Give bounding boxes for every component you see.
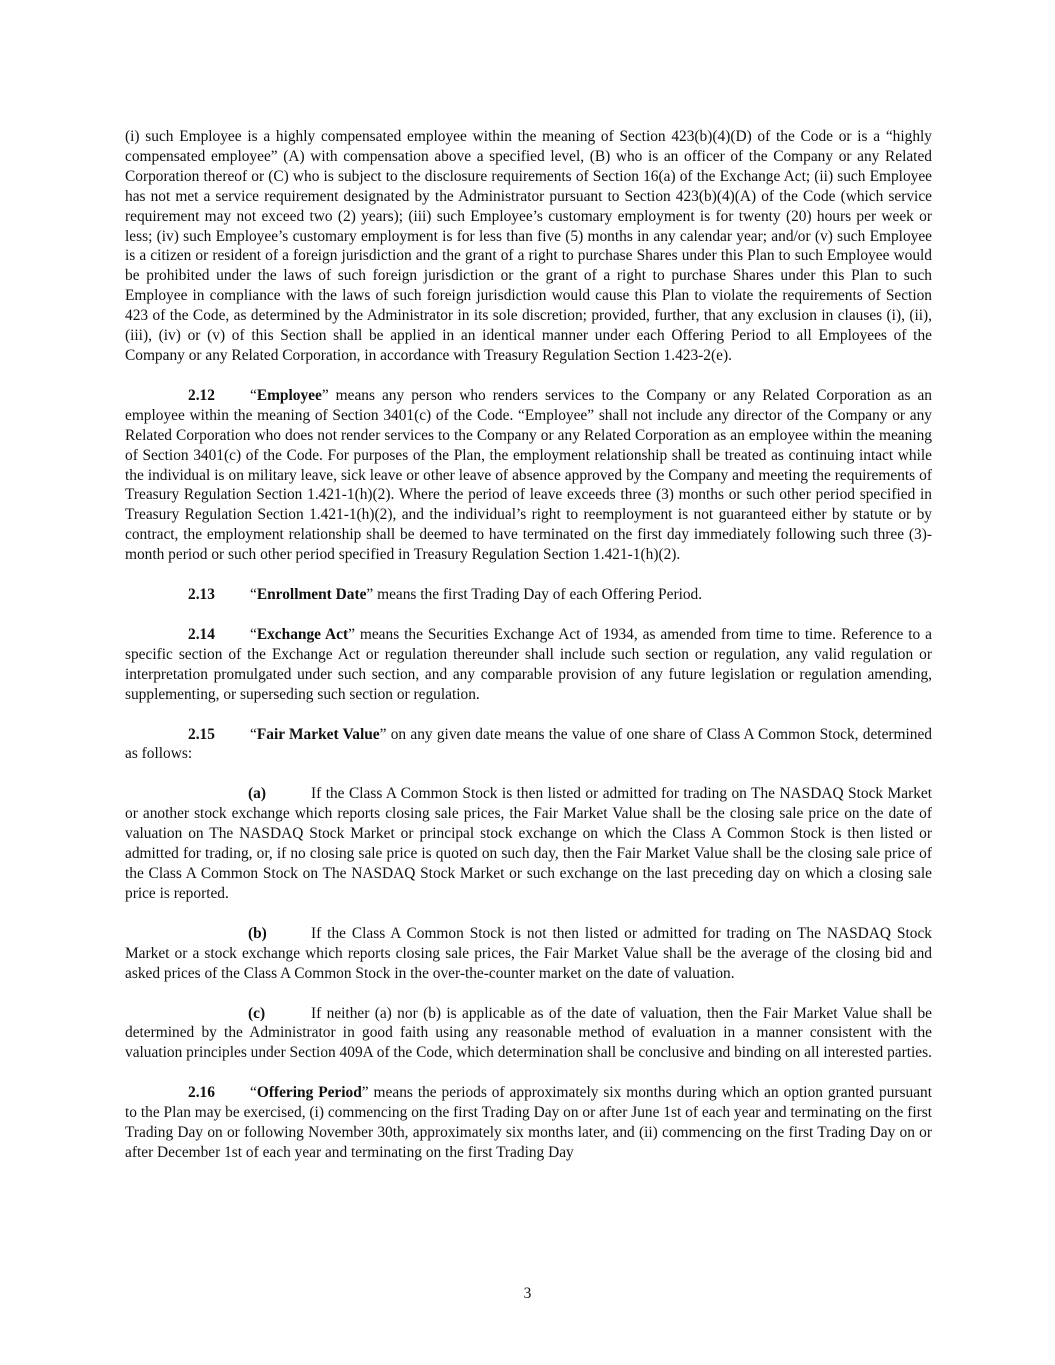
paragraph-text: (i) such Employee is a highly compensated employee within the meaning of Section 423(b)(4)(D) of the Code or is a “highly compensated employee” (A) with compensation above a specified level, (B) who is an officer of the Company or any Related Corporation thereof or (C) who is subject to the disclosure requirements of Section 16(a) of the Exchange Act; (ii) such Employee has not met a service requirement designated by the Administrator pursuant to Section 423(b)(4)(A) of the Code (which service requirement may not exceed two (2) years); (iii) such Employee’s customary employment is for twenty (20) hours per week or less; (iv) such Employee’s customary employment is for less than five (5) months in any calendar year; and/or (v) such Employee is a citizen or resident of a foreign jurisdiction and the grant of a right to purchase Shares under this Plan to such Employee would be prohibited under the laws of such foreign jurisdiction or the grant of a right to purchase Shares under this Plan to such Employee in compliance with the laws of such foreign jurisdiction would cause this Plan to violate the requirements of Section 423 of the Code, as determined by the Administrator in its sole discretion; provided, further, that any exclusion in clauses (i), (ii), (iii), (iv) or (v) of this Section shall be applied in an identical manner under each Offering Period to all Employees of the Company or any Related Corporation, in accordance with Treasury Regulation Section 1.423-2(e).	[125, 128, 932, 364]
open-quote: “	[250, 725, 257, 743]
paragraph-2-12	[125, 386, 932, 565]
clause-label: (a)	[248, 785, 266, 803]
definition-text: ” means the Securities Exchange Act of 1934, as amended from time to time. Reference to a specific section of the Exchange Act or regulation thereunder shall include such section or regulation, any valid regulation or interpretation promulgated under such section, and any comparable provision of any future legislation or regulation amending, supplementing, or superseding such section or regulation.	[125, 625, 933, 703]
clause-text: If neither (a) nor (b) is applicable as of the date of valuation, then the Fair Market Value shall be determined by the Administrator in good faith using any reasonable method of evaluation in a manner consistent with the valuation principles under Section 409A of the Code, which determination shall be conclusive and binding on all interested parties.	[125, 1004, 932, 1062]
section-number: 2.14	[188, 625, 215, 643]
defined-term: Fair Market Value	[256, 725, 380, 743]
document-page	[125, 127, 932, 1183]
definition-text: ” means the periods of approximately six months during which an option granted pursuant to the Plan may be exercised, (i) commencing on the first Trading Day on or after June 1st of each year and terminating on the first Trading Day on or following November 30th, approximately six months later, and (ii) commencing on the first Trading Day on or after December 1st of each year and terminating on the first Trading Day	[125, 1084, 932, 1161]
section-number: 2.12	[188, 386, 215, 404]
definition-text: ” means any person who renders services to the Company or any Related Corporation as an employee within the meaning of Section 3401(c) of the Code. “Employee” shall not include any director of the Company or any Related Corporation who does not render services to the Company or any Related Corporation as an employee within the meaning of Section 3401(c) of the Code. For purposes of the Plan, the employment relationship shall be treated as continuing intact while the individual is on military leave, sick leave or other leave of absence approved by the Company and meeting the requirements of Treasury Regulation Section 1.421-1(h)(2). Where the period of leave exceeds three (3) months or such other period specified in Treasury Regulation Section 1.421-1(h)(2), and the individual’s right to reemployment is not guaranteed either by statute or by contract, the employment relationship shall be deemed to have terminated on the first day immediately following such three (3)-month period or such other period specified in Treasury Regulation Section 1.421-1(h)(2).	[125, 386, 932, 564]
page-number: 3	[523, 1285, 532, 1302]
defined-term: Employee	[256, 386, 322, 404]
paragraph-2-15-b	[125, 924, 932, 984]
clause-label: (b)	[248, 924, 267, 942]
section-number: 2.13	[188, 586, 215, 604]
defined-term: Exchange Act	[256, 625, 349, 643]
section-number: 2.16	[188, 1084, 215, 1102]
open-quote: “	[250, 1084, 257, 1102]
definition-text: ” on any given date means the value of one share of Class A Common Stock, determined as follows:	[125, 725, 932, 763]
paragraph-2-11-continuation	[125, 127, 932, 366]
section-number: 2.15	[188, 725, 215, 743]
defined-term: Enrollment Date	[256, 586, 367, 604]
defined-term: Offering Period	[256, 1084, 362, 1102]
open-quote: “	[250, 386, 257, 404]
paragraph-2-15	[125, 725, 932, 765]
definition-text: ” means the first Trading Day of each Offering Period.	[366, 586, 703, 604]
paragraph-2-16	[125, 1083, 932, 1163]
paragraph-2-14	[125, 625, 932, 705]
open-quote: “	[250, 625, 257, 643]
paragraph-2-15-a	[125, 784, 932, 903]
clause-label: (c)	[248, 1004, 266, 1022]
paragraph-2-13	[125, 585, 932, 605]
open-quote: “	[250, 586, 257, 604]
paragraph-2-15-c	[125, 1004, 932, 1064]
clause-text: If the Class A Common Stock is then listed or admitted for trading on The NASDAQ Stock Market or another stock exchange which reports closing sale prices, the Fair Market Value shall be the closing sale price on the date of valuation on The NASDAQ Stock Market or principal stock exchange on which the Class A Common Stock is then listed or admitted for trading, or, if no closing sale price is quoted on such day, then the Fair Market Value shall be the closing sale price of the Class A Common Stock on The NASDAQ Stock Market or such exchange on the last preceding day on which a closing sale price is reported.	[125, 785, 932, 902]
clause-text: If the Class A Common Stock is not then listed or admitted for trading on The NASDAQ Stock Market or a stock exchange which reports closing sale prices, the Fair Market Value shall be the average of the closing bid and asked prices of the Class A Common Stock in the over-the-counter market on the date of valuation.	[125, 924, 932, 982]
